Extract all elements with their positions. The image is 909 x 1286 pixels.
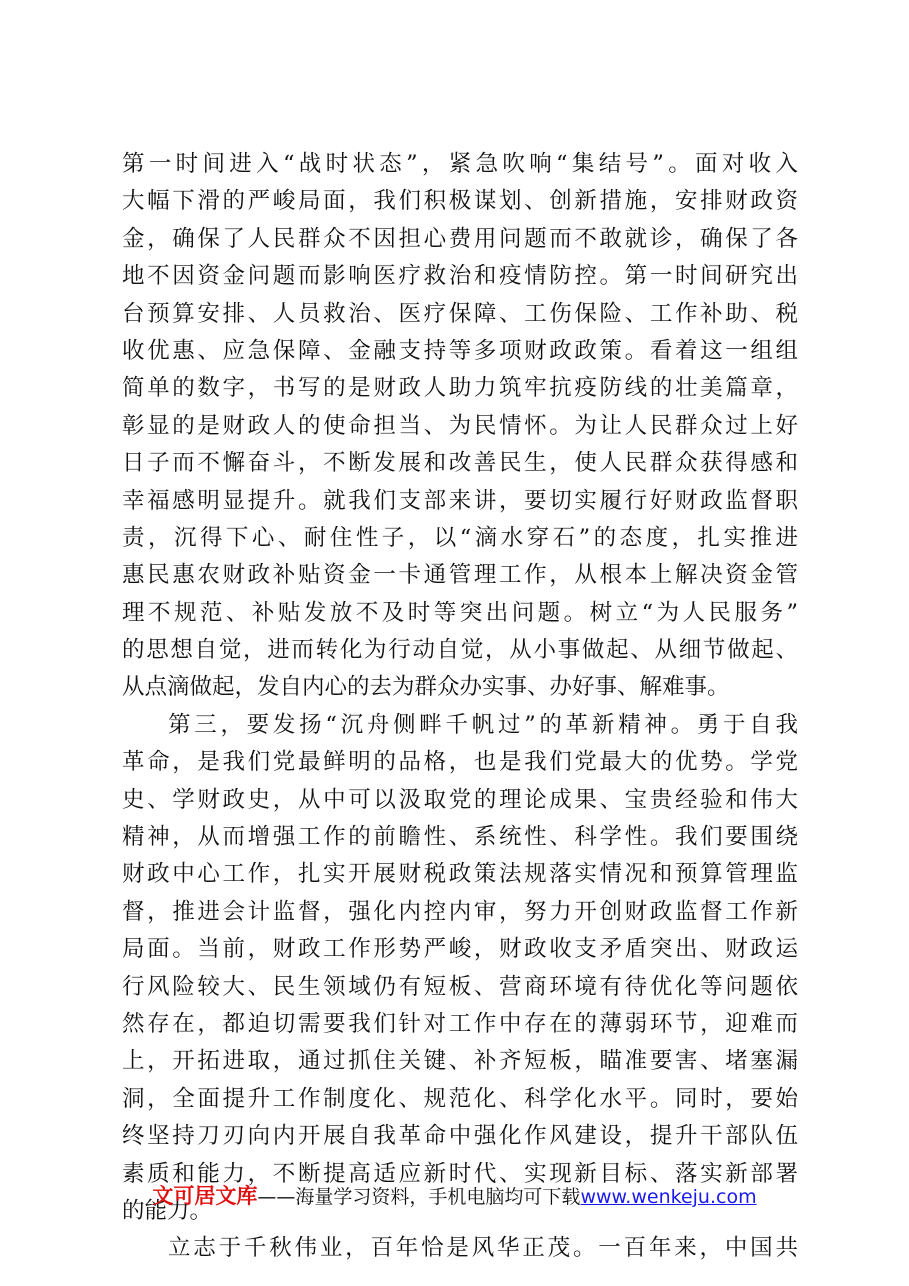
text-line: 从点滴做起，发自内心的去为群众办实事、办好事、解难事。 <box>122 674 730 701</box>
text-line: 立志于千秋伟业，百年恰是风华正茂。一百年来，中国共 <box>168 1235 798 1262</box>
text-line: 第一时间进入“战时状态”，紧急吹响“集结号”。面对收入 <box>122 151 798 177</box>
footer-website-link[interactable]: www.wenkeju.com <box>580 1186 757 1208</box>
text-line: 史、学财政史，从中可以汲取党的理论成果、宝贵经验和伟大 <box>122 786 798 813</box>
footer-brand: 文可居文库 <box>152 1184 258 1208</box>
footer-tagline: ——海量学习资料，手机电脑均可下载 <box>257 1186 581 1208</box>
text-line: 日子而不懈奋斗，不断发展和改善民生，使人民群众获得感和 <box>122 450 798 477</box>
text-line: 理不规范、补贴发放不及时等突出问题。树立“为人民服务” <box>122 599 798 626</box>
footer-banner <box>0 1182 909 1211</box>
text-line: 的思想自觉，进而转化为行动自觉，从小事做起、从细节做起、 <box>122 637 798 664</box>
text-line: 素质和能力，不断提高适应新时代、实现新目标、落实新部署 <box>122 1160 798 1187</box>
text-line: 然存在，都迫切需要我们针对工作中存在的薄弱环节，迎难而 <box>122 1010 798 1037</box>
text-line: 责，沉得下心、耐住性子，以“滴水穿石”的态度，扎实推进 <box>122 524 798 551</box>
text-line: 惠民惠农财政补贴资金一卡通管理工作，从根本上解决资金管 <box>122 562 798 589</box>
text-line: 收优惠、应急保障、金融支持等多项财政政策。看着这一组组 <box>122 337 798 364</box>
text-line: 洞，全面提升工作制度化、规范化、科学化水平。同时，要始 <box>122 1085 798 1112</box>
text-line: 督，推进会计监督，强化内控内审，努力开创财政监督工作新 <box>122 898 798 925</box>
text-line: 第三，要发扬“沉舟侧畔千帆过”的革新精神。勇于自我 <box>168 711 798 738</box>
text-line: 的能力。 <box>122 1197 213 1224</box>
text-line: 彰显的是财政人的使命担当、为民情怀。为让人民群众过上好 <box>122 412 798 439</box>
text-line: 行风险较大、民生领域仍有短板、营商环境有待优化等问题依 <box>122 973 798 1000</box>
text-line: 简单的数字，书写的是财政人助力筑牢抗疫防线的壮美篇章， <box>122 375 798 402</box>
text-line: 财政中心工作，扎实开展财税政策法规落实情况和预算管理监 <box>122 861 798 888</box>
text-line: 上，开拓进取，通过抓住关键、补齐短板，瞄准要害、堵塞漏 <box>122 1048 798 1075</box>
text-line: 大幅下滑的严峻局面，我们积极谋划、创新措施，安排财政资 <box>122 188 798 215</box>
text-line: 精神，从而增强工作的前瞻性、系统性、科学性。我们要围绕 <box>122 824 798 851</box>
body-text <box>122 146 798 1268</box>
text-line: 局面。当前，财政工作形势严峻，财政收支矛盾突出、财政运 <box>122 936 798 963</box>
text-line: 革命，是我们党最鲜明的品格，也是我们党最大的优势。学党 <box>122 749 798 776</box>
text-line: 台预算安排、人员救治、医疗保障、工伤保险、工作补助、税 <box>122 300 798 327</box>
text-line: 终坚持刀刃向内开展自我革命中强化作风建设，提升干部队伍 <box>122 1123 798 1150</box>
text-line: 幸福感明显提升。就我们支部来讲，要切实履行好财政监督职 <box>122 487 798 514</box>
text-line: 地不因资金问题而影响医疗救治和疫情防控。第一时间研究出 <box>122 263 798 290</box>
text-line: 金，确保了人民群众不因担心费用问题而不敢就诊，确保了各 <box>122 225 798 252</box>
